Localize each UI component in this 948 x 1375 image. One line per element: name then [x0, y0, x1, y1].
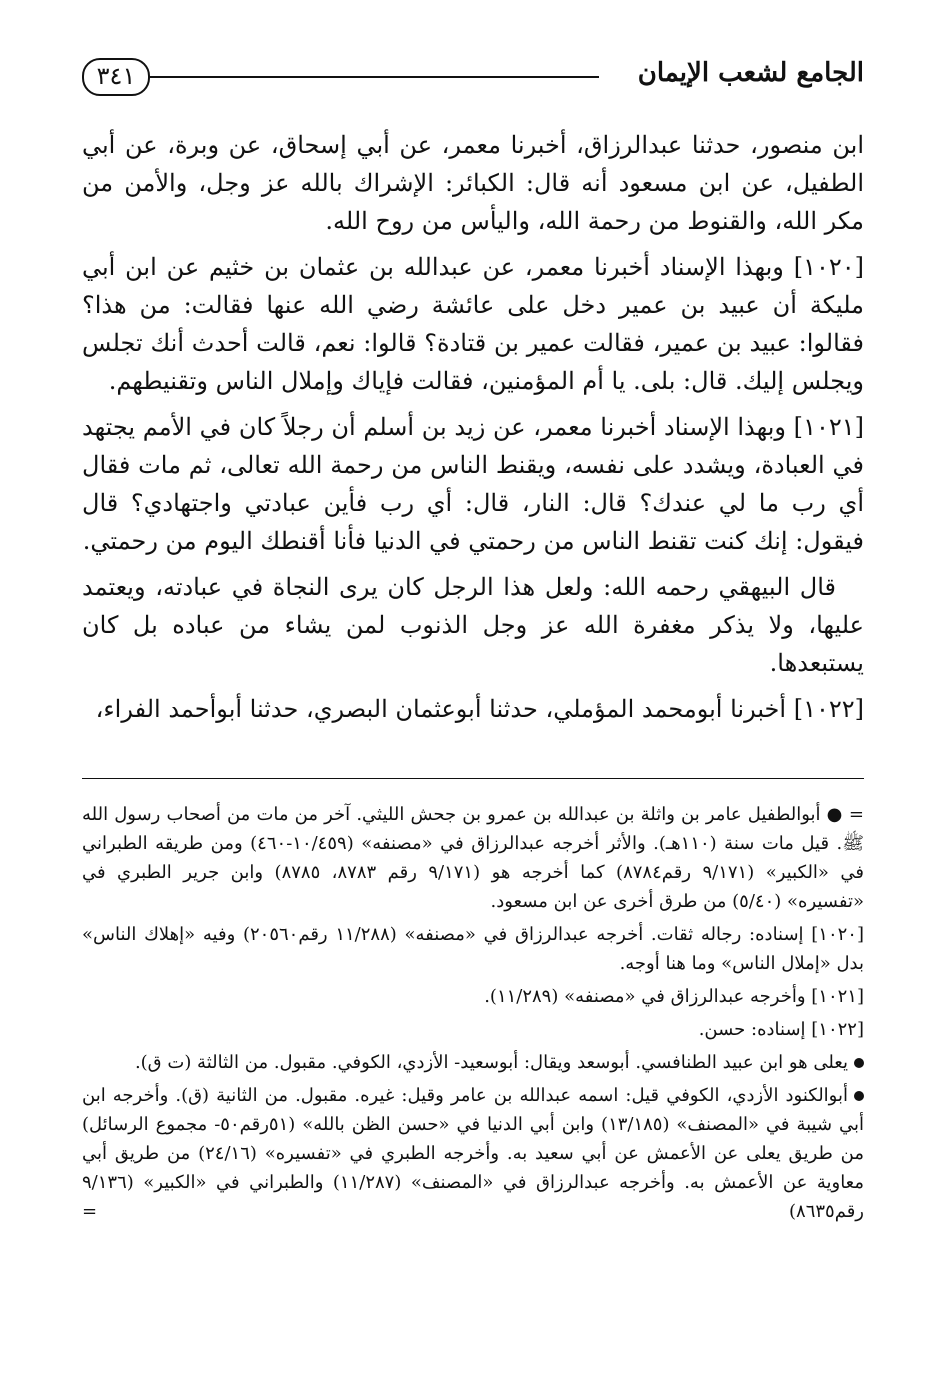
- footnote-1021: [١٠٢١] وأخرجه عبدالرزاق في «مصنفه» (١١/٢٨٩).: [484, 986, 864, 1007]
- footnote-1020: [١٠٢٠] إسناده: رجاله ثقات. أخرجه عبدالرزاق في «مصنفه» (١١/٢٨٨ رقم٢٠٥٦٠) وفيه «إهلاك الناس» بدل «إملال الناس» وما هنا أوجه.: [82, 924, 864, 974]
- page-header: [82, 52, 864, 106]
- paragraph-1020: [١٠٢٠] وبهذا الإسناد أخبرنا معمر، عن عبدالله بن عثمان بن خثيم عن ابن أبي مليكة أن عبيد بن عمير دخل على عائشة رضي الله عنها فقالت: من هذا؟ فقالوا: عبيد بن عمير، فقالت عمير بن قتادة؟ قالوا: نعم، قالت أحدث أنك تجلس ويجلس إليك. قال: بلى. يا أم المؤمنين، فقالت فإياك وإملال الناس وتقنيطهم.: [82, 253, 864, 395]
- footnote-text: يعلى هو ابن عبيد الطنافسي. أبوسعد ويقال: أبوسعيد- الأزدي، الكوفي. مقبول. من الثالثة (ت ق).: [134, 1052, 848, 1073]
- bullet-icon: [854, 1091, 864, 1101]
- paragraph-1022: [١٠٢٢] أخبرنا أبومحمد المؤملي، حدثنا أبوعثمان البصري، حدثنا أبوأحمد الفراء،: [95, 695, 864, 723]
- footnote-separator: [82, 778, 864, 779]
- paragraph-bayhaqi-comment: قال البيهقي رحمه الله: ولعل هذا الرجل كان يرى النجاة في عبادته، ويعتمد عليها، ولا يذكر مغفرة الله عز وجل الذنوب لمن يشاء من عباده بل كان يستبعدها.: [82, 573, 864, 677]
- footnote-narrator-yala: [82, 1048, 864, 1077]
- page-number: ٣٤١: [82, 58, 150, 96]
- paragraph: ابن منصور، حدثنا عبدالرزاق، أخبرنا معمر، عن أبي إسحاق، عن وبرة، عن أبي الطفيل، عن ابن مسعود أنه قال: الكبائر: الإشراك بالله عز وجل، والأمن من مكر الله، والقنوط من رحمة الله، واليأس من روح الله.: [82, 131, 864, 235]
- continuation-mark: =: [82, 1201, 98, 1222]
- paragraph-1021: [١٠٢١] وبهذا الإسناد أخبرنا معمر، عن زيد بن أسلم أن رجلاً كان في الأمم يجتهد في العبادة، ويشدد على نفسه، ويقنط الناس من رحمة الله تعالى، ثم مات فقال أي رب ما لي عندك؟ قال: النار، قال: أي رب فأين عبادتي واجتهادي؟ قال فيقول: إنك كنت تقنط الناس من رحمتي في الدنيا فأنا أقنطك اليوم من رحمتي.: [82, 413, 864, 555]
- main-text: [82, 126, 864, 736]
- footnote-text: أبوالكنود الأزدي، الكوفي قيل: اسمه عبدالله بن عامر وقيل: غيره. مقبول. من الثانية (ق). وأخرجه ابن أبي شيبة في «المصنف» (١٣/١٨٥) وابن أبي الدنيا في «حسن الظن بالله» (٥١رقم٥٠- مجموع الرسائل) من طريق يعلى عن الأعمش عن أبي سعيد به. وأخرجه الطبري في «تفسيره» (٢٤/١٦) من طريق أبي معاوية عن الأعمش به. وأخرجه عبدالرزاق في «المصنف» (١١/٢٨٧) والطبراني في «الكبير» (٩/١٣٦ رقم٨٦٣٥): [82, 1085, 864, 1222]
- footnote-continued: = ● أبوالطفيل عامر بن واثلة بن عبدالله بن عمرو بن جحش الليثي. آخر من مات من أصحاب رسول الله ﷺ. قيل مات سنة (١١٠هـ). والأثر أخرجه عبدالرزاق في «مصنفه» (١٠/٤٥٩-٤٦٠) ومن طريقه الطبراني في «الكبير» (٩/١٧١ رقم٨٧٨٤) كما أخرجه هو (٩/١٧١ رقم ٨٧٨٣، ٨٧٨٥) وابن جرير الطبري في «تفسيره» (٥/٤٠) من طرق أخرى عن ابن مسعود.: [82, 804, 865, 912]
- footnote-1022: [١٠٢٢] إسناده: حسن.: [698, 1019, 864, 1040]
- header-rule: [148, 76, 599, 78]
- footnote-narrator-abulkanud: [82, 1081, 864, 1226]
- footnotes: [82, 800, 864, 1230]
- bullet-icon: [854, 1058, 864, 1068]
- running-title: الجامع لشعب الإيمان: [637, 58, 864, 88]
